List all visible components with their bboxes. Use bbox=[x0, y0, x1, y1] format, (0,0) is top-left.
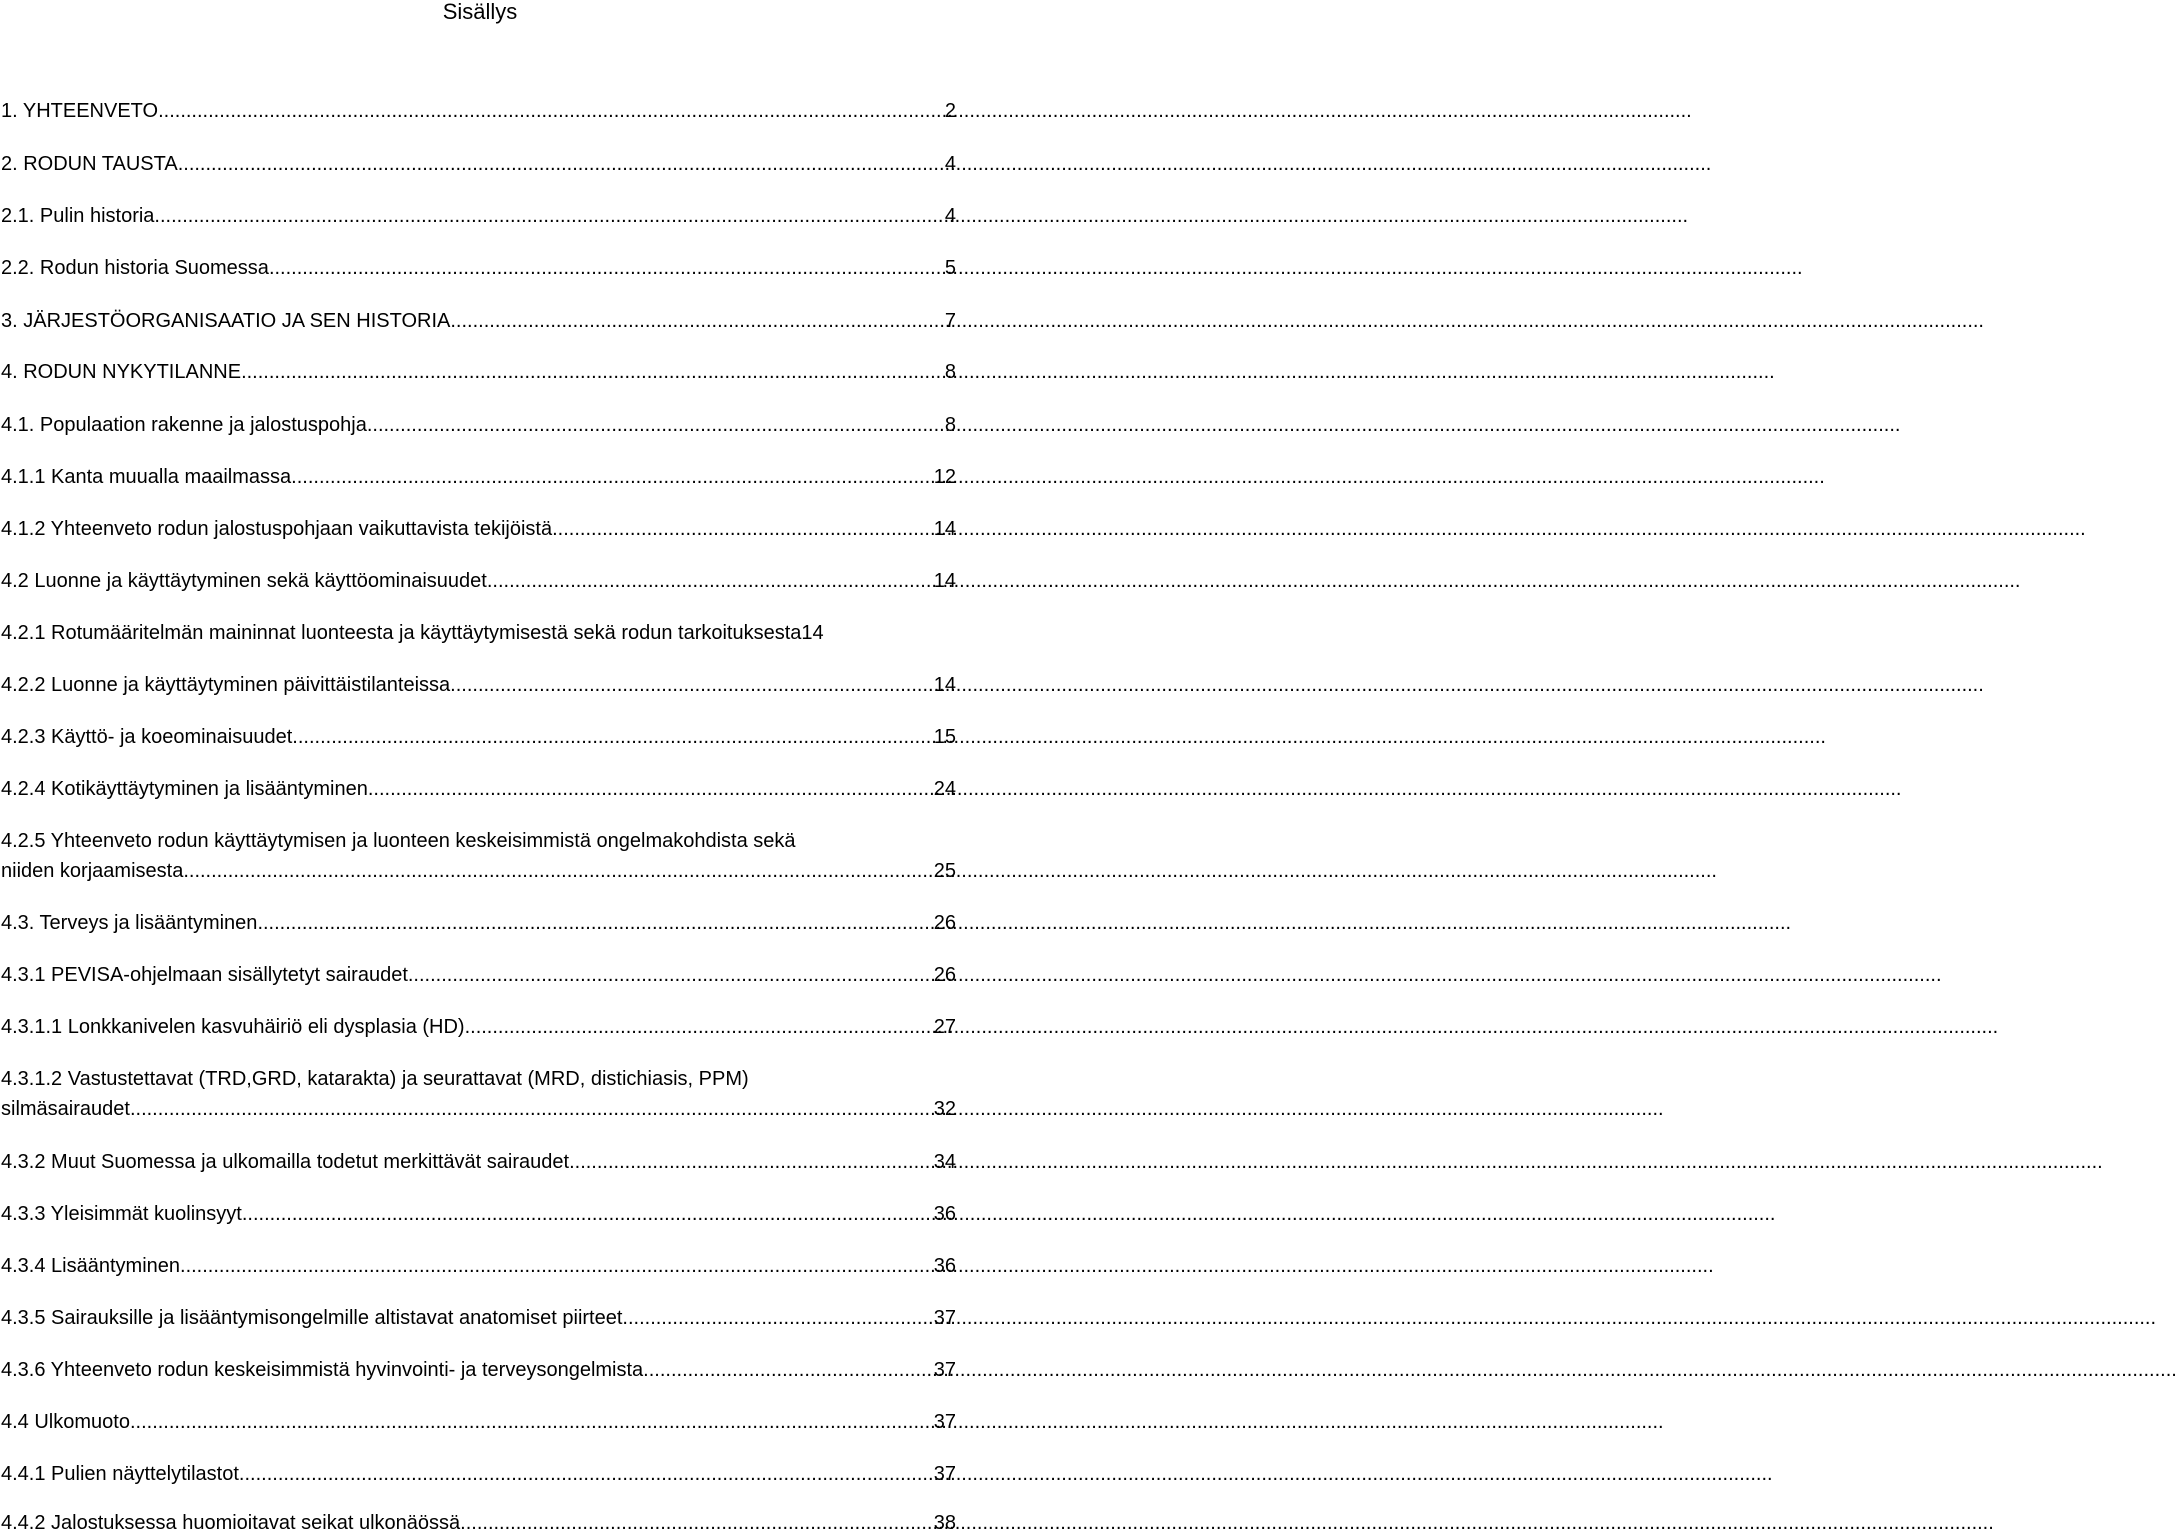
toc-entry-title: 4.3.2 Muut Suomessa ja ulkomailla todetut merkittävät sairaudet bbox=[1, 1151, 570, 1173]
toc-entry-title: 4.2.1 Rotumääritelmän maininnat luonteesta ja käyttäytymisestä sekä rodun tarkoituksesta bbox=[1, 622, 802, 644]
toc-entry-title: 4.3.1.1 Lonkkanivelen kasvuhäiriö eli dysplasia (HD) bbox=[1, 1016, 465, 1038]
toc-entry[interactable] bbox=[1, 566, 956, 596]
toc-entry-page: 32 bbox=[933, 1098, 956, 1120]
toc-entry-title: 4.3.6 Yhteenveto rodun keskeisimmistä hyvinvointi- ja terveysongelmista bbox=[1, 1359, 644, 1381]
toc-entry-title: 4.2.3 Käyttö- ja koeominaisuudet bbox=[1, 726, 293, 748]
toc-entry[interactable] bbox=[1, 357, 956, 387]
toc-entry-title: 4.4.1 Pulien näyttelytilastot bbox=[1, 1463, 239, 1485]
toc-entry-title: 4.2.2 Luonne ja käyttäytyminen päivittäistilanteissa bbox=[1, 674, 451, 696]
toc-entry-title: 3. JÄRJESTÖORGANISAATIO JA SEN HISTORIA bbox=[1, 310, 451, 332]
toc-entry[interactable] bbox=[1, 722, 956, 752]
toc-dot-leader bbox=[178, 149, 945, 179]
toc-dot-leader bbox=[368, 774, 934, 804]
toc-entry-title: 4.1.1 Kanta muualla maailmassa bbox=[1, 466, 292, 488]
toc-entry-page: 37 bbox=[933, 1359, 956, 1381]
toc-entry-title: 2.1. Pulin historia bbox=[1, 205, 155, 227]
toc-entry-title: 4.2 Luonne ja käyttäytyminen sekä käyttöominaisuudet bbox=[1, 570, 487, 592]
toc-dot-leader bbox=[130, 1094, 934, 1124]
toc-entry-page: 4 bbox=[944, 205, 956, 227]
toc-dot-leader bbox=[408, 960, 934, 990]
toc-entry-page: 26 bbox=[933, 964, 956, 986]
toc-entry[interactable] bbox=[1, 826, 956, 886]
toc-entry-title: 1. YHTEENVETO bbox=[1, 100, 159, 122]
toc-entry-title: 4.1. Populaation rakenne ja jalostuspohja bbox=[1, 414, 367, 436]
toc-entry[interactable] bbox=[1, 1459, 956, 1489]
toc-entry-page: 4 bbox=[944, 153, 956, 175]
toc-entry-page: 2 bbox=[944, 100, 956, 122]
toc-entry-page: 36 bbox=[933, 1203, 956, 1225]
toc-entry-title: 4.3. Terveys ja lisääntyminen bbox=[1, 912, 258, 934]
toc-entry-page: 38 bbox=[933, 1512, 956, 1534]
toc-dot-leader bbox=[241, 357, 945, 387]
toc-entry-title: 4.4.2 Jalostuksessa huomioitavat seikat ulkonäössä bbox=[1, 1512, 461, 1534]
toc-dot-leader bbox=[269, 253, 945, 283]
toc-entry[interactable] bbox=[1, 1508, 956, 1538]
toc-dot-leader bbox=[257, 908, 933, 938]
toc-entry-title: 4.4 Ulkomuoto bbox=[1, 1411, 130, 1433]
toc-dot-leader bbox=[450, 306, 945, 336]
toc-entry-page: 36 bbox=[933, 1255, 956, 1277]
toc-entry[interactable] bbox=[1, 618, 956, 648]
toc-dot-leader bbox=[569, 1147, 934, 1177]
toc-entry-title: 4.3.3 Yleisimmät kuolinsyyt bbox=[1, 1203, 242, 1225]
toc-entry[interactable] bbox=[1, 1064, 956, 1124]
toc-entry[interactable] bbox=[1, 96, 956, 126]
toc-entry-page: 26 bbox=[933, 912, 956, 934]
toc-entry-page: 27 bbox=[933, 1016, 956, 1038]
toc-entry[interactable] bbox=[1, 1199, 956, 1229]
toc-entry-page: 14 bbox=[801, 622, 824, 644]
toc-entry-page: 14 bbox=[933, 570, 956, 592]
toc-entry-page: 37 bbox=[933, 1411, 956, 1433]
toc-dot-leader bbox=[460, 1508, 934, 1538]
toc-dot-leader bbox=[291, 462, 934, 492]
toc-dot-leader bbox=[622, 1303, 933, 1333]
toc-dot-leader bbox=[242, 1199, 934, 1229]
toc-dot-leader bbox=[487, 566, 934, 596]
toc-dot-leader bbox=[552, 514, 934, 544]
toc-dot-leader bbox=[180, 1251, 934, 1281]
toc-entry-page: 8 bbox=[944, 361, 956, 383]
toc-entry-title: 4.2.4 Kotikäyttäytyminen ja lisääntyminen bbox=[1, 778, 368, 800]
toc-entry-page: 37 bbox=[933, 1463, 956, 1485]
toc-entry[interactable] bbox=[1, 774, 956, 804]
toc-entry[interactable] bbox=[1, 253, 956, 283]
toc-entry-page: 14 bbox=[933, 674, 956, 696]
toc-entry-page: 37 bbox=[933, 1307, 956, 1329]
toc-entry[interactable] bbox=[1, 410, 956, 440]
toc-entry-page: 12 bbox=[933, 466, 956, 488]
toc-entry-title: 4.1.2 Yhteenveto rodun jalostuspohjaan vaikuttavista tekijöistä bbox=[1, 518, 553, 540]
toc-entry[interactable] bbox=[1, 908, 956, 938]
toc-entry[interactable] bbox=[1, 1147, 956, 1177]
toc-entry[interactable] bbox=[1, 1407, 956, 1437]
toc-dot-leader bbox=[367, 410, 945, 440]
toc-entry[interactable] bbox=[1, 1355, 956, 1385]
toc-entry-title: silmäsairaudet bbox=[1, 1098, 130, 1120]
toc-dot-leader bbox=[450, 670, 934, 700]
toc-entry[interactable] bbox=[1, 462, 956, 492]
toc-entry[interactable] bbox=[1, 960, 956, 990]
toc-entry-title: 4.3.4 Lisääntyminen bbox=[1, 1255, 181, 1277]
toc-entry[interactable] bbox=[1, 149, 956, 179]
toc-entry-title: 2.2. Rodun historia Suomessa bbox=[1, 257, 269, 279]
table-of-contents bbox=[0, 0, 960, 1538]
toc-dot-leader bbox=[239, 1459, 934, 1489]
toc-entry-page: 24 bbox=[933, 778, 956, 800]
toc-entry-title-line1: 4.2.5 Yhteenveto rodun käyttäytymisen ja luonteen keskeisimmistä ongelmakohdista sekä bbox=[1, 830, 796, 852]
toc-dot-leader bbox=[154, 201, 944, 231]
toc-entry[interactable] bbox=[1, 670, 956, 700]
toc-dot-leader bbox=[183, 856, 933, 886]
toc-entry-title-line1: 4.3.1.2 Vastustettavat (TRD,GRD, katarakta) ja seurattavat (MRD, distichiasis, PPM) bbox=[1, 1068, 749, 1090]
toc-entry[interactable] bbox=[1, 201, 956, 231]
toc-entry-title: 4.3.1 PEVISA-ohjelmaan sisällytetyt sairaudet bbox=[1, 964, 408, 986]
toc-dot-leader bbox=[292, 722, 933, 752]
toc-entry-page: 8 bbox=[944, 414, 956, 436]
toc-entry-title: 4.3.5 Sairauksille ja lisääntymisongelmille altistavat anatomiset piirteet bbox=[1, 1307, 623, 1329]
toc-entry-page: 7 bbox=[944, 310, 956, 332]
toc-entry-page: 14 bbox=[933, 518, 956, 540]
toc-entry[interactable] bbox=[1, 514, 956, 544]
toc-entry[interactable] bbox=[1, 1251, 956, 1281]
toc-dot-leader bbox=[158, 96, 945, 126]
toc-entry-page: 5 bbox=[944, 257, 956, 279]
toc-entry[interactable] bbox=[1, 306, 956, 336]
toc-entry-title: niiden korjaamisesta bbox=[1, 860, 184, 882]
toc-entry-title: 2. RODUN TAUSTA bbox=[1, 153, 178, 175]
page-title: Sisällys bbox=[442, 0, 518, 24]
toc-dot-leader bbox=[465, 1012, 934, 1042]
toc-dot-leader bbox=[130, 1407, 934, 1437]
toc-entry[interactable] bbox=[1, 1303, 956, 1333]
toc-entry-page: 25 bbox=[933, 860, 956, 882]
toc-entry-page: 34 bbox=[933, 1151, 956, 1173]
toc-entry-page: 15 bbox=[933, 726, 956, 748]
toc-entry-title: 4. RODUN NYKYTILANNE bbox=[1, 361, 242, 383]
toc-dot-leader bbox=[643, 1355, 934, 1385]
toc-entry[interactable] bbox=[1, 1012, 956, 1042]
